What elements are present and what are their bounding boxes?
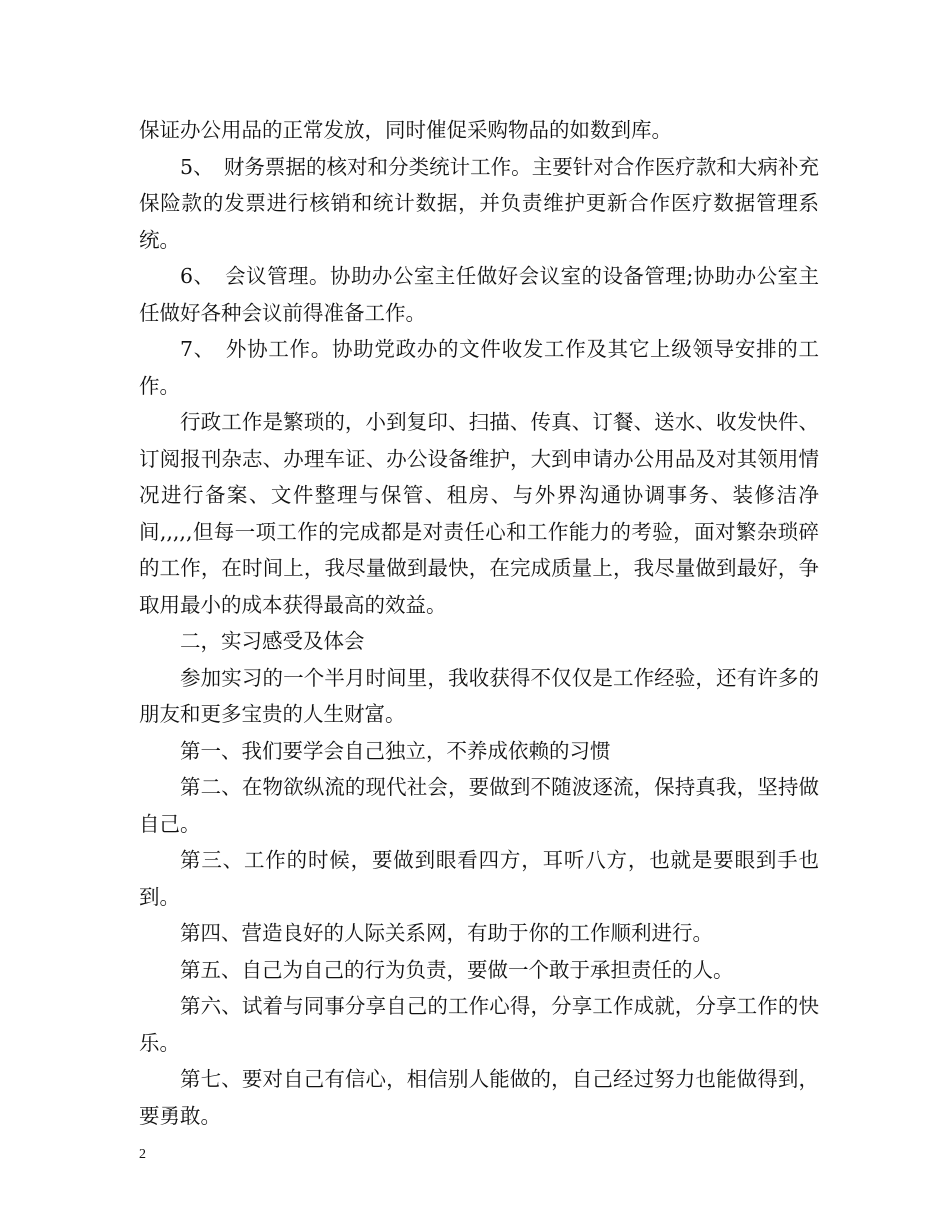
page-number: 2 bbox=[139, 1147, 146, 1162]
paragraph-point-7: 第七、要对自己有信心，相信别人能做的，自己经过努力也能做得到，要勇敢。 bbox=[139, 1067, 819, 1128]
paragraph-point-4: 第四、营造良好的人际关系网，有助于你的工作顺利进行。 bbox=[180, 921, 713, 945]
paragraph-point-3: 第三、工作的时候，要做到眼看四方，耳听八方，也就是要眼到手也到。 bbox=[139, 848, 819, 909]
paragraph-point-2: 第二、在物欲纵流的现代社会，要做到不随波逐流，保持真我，坚持做自己。 bbox=[139, 775, 819, 836]
paragraph-point-6: 第六、试着与同事分享自己的工作心得，分享工作成就，分享工作的快乐。 bbox=[139, 994, 819, 1055]
paragraph-item-6: 6、 会议管理。协助办公室主任做好会议室的设备管理;协助办公室主任做好各种会议前得准备工作。 bbox=[139, 264, 819, 325]
paragraph-item-7: 7、 外协工作。协助党政办的文件收发工作及其它上级领导安排的工作。 bbox=[139, 337, 819, 398]
paragraph-intro: 参加实习的一个半月时间里，我收获得不仅仅是工作经验，还有许多的朋友和更多宝贵的人生财富。 bbox=[139, 665, 819, 726]
paragraph-point-1: 第一、我们要学会自己独立，不养成依赖的习惯 bbox=[180, 738, 611, 763]
paragraph-continuation: 保证办公用品的正常发放，同时催促采购物品的如数到库。 bbox=[139, 118, 672, 142]
document-body bbox=[139, 112, 819, 1134]
paragraph-admin-work: 行政工作是繁琐的，小到复印、扫描、传真、订餐、送水、收发快件、订阅报刊杂志、办理车证、办公设备维护，大到申请办公用品及对其领用情况进行备案、文件整理与保管、租房、与外界沟通协调事务、装修洁净间,,,,,但每一项工作的完成都是对责任心和工作能力的考验，面对繁杂琐碎的工作，在时间上，我尽量做到最快，在完成质量上，我尽量做到最好，争取用最小的成本获得最高的效益。 bbox=[139, 410, 819, 617]
section-heading: 二，实习感受及体会 bbox=[180, 629, 365, 653]
paragraph-item-5: 5、 财务票据的核对和分类统计工作。主要针对合作医疗款和大病补充保险款的发票进行核销和统计数据，并负责维护更新合作医疗数据管理系统。 bbox=[139, 154, 819, 252]
paragraph-point-5: 第五、自己为自己的行为负责，要做一个敢于承担责任的人。 bbox=[180, 957, 734, 982]
